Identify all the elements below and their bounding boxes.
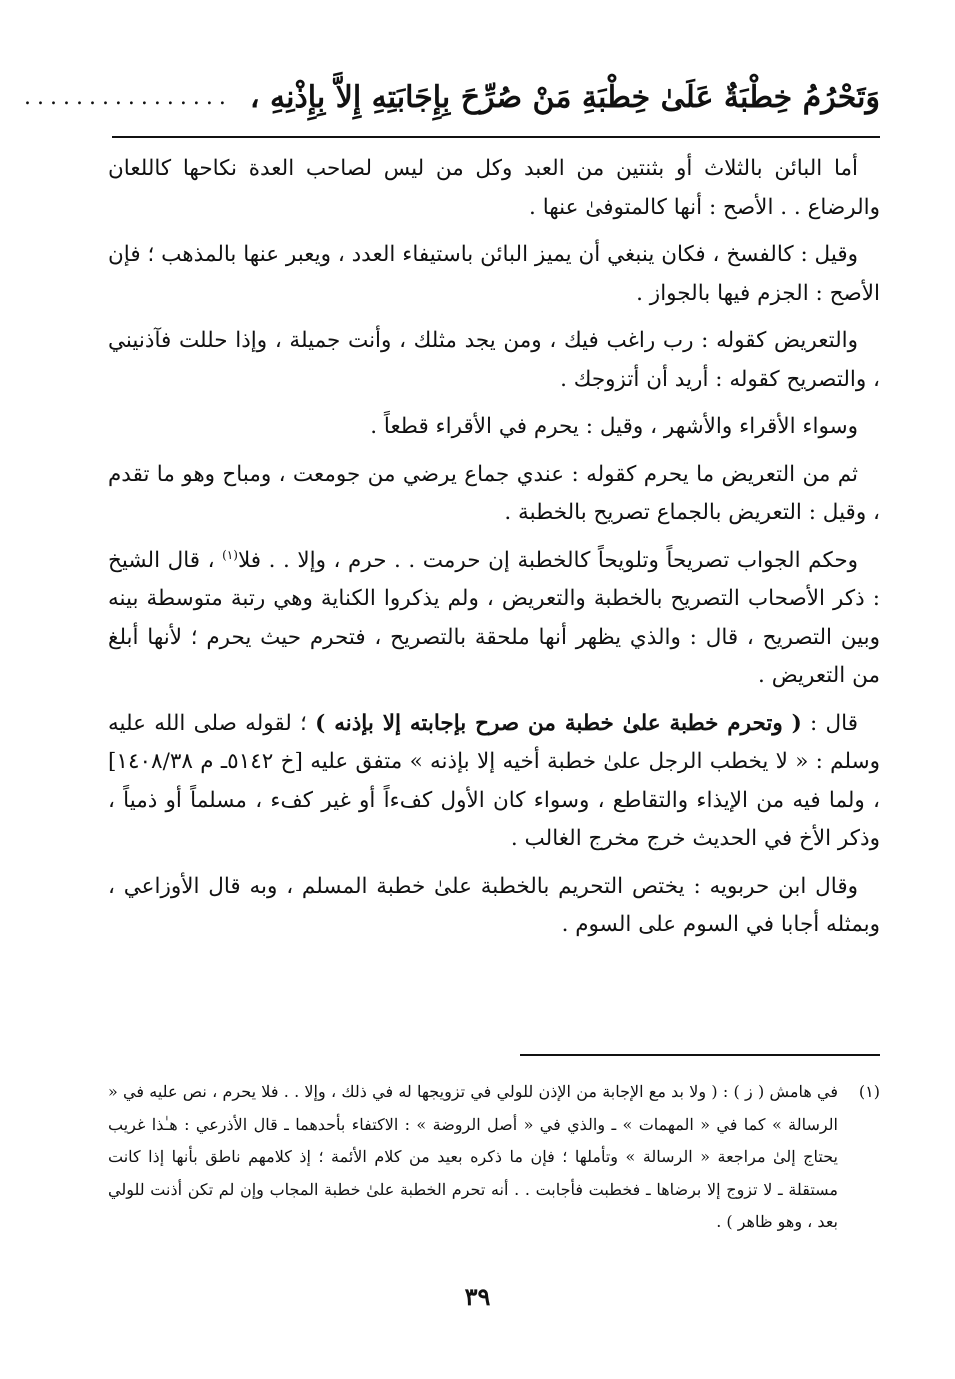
matn-quote: ( وتحرم خطبة علىٰ خطبة من صرح بإجابته إلا بإذنه ) <box>315 710 802 736</box>
paragraph-6-start: وحكم الجواب تصريحاً وتلويحاً كالخطبة إن حرمت . . حرم ، وإلا . . فلا <box>237 547 858 573</box>
header-title: وَتَحْرُمُ خِطْبَةٌ عَلَىٰ خِطْبَةِ مَنْ صُرِّحَ بِإِجَابَتِهِ إِلاَّ بِإِذْنِهِ ، <box>249 79 880 115</box>
footnote-marker: (١) <box>858 1082 880 1101</box>
paragraph-7-lead: قال : <box>801 710 858 736</box>
paragraph-4: وسواء الأقراء والأشهر ، وقيل : يحرم في الأقراء قطعاً . <box>370 414 858 439</box>
paragraph-7-rest: ؛ لقوله صلى الله عليه وسلم : « لا يخطب الرجل علىٰ خطبة أخيه إلا بإذنه » متفق عليه [خ ٥١٤٢ـ م ١٤٠٨/٣٨] ، ولما فيه من الإيذاء والتقاطع ، وسواء كان الأول كفءاً أو غير كفء ، مسلماً أو ذمياً ، وذكر الأخ في الحديث خرج مخرج الغالب . <box>108 710 881 851</box>
paragraph-6 <box>108 542 880 696</box>
paragraph-6-rest: ، قال الشيخ : ذكر الأصحاب التصريح بالخطبة والتعريض ، ولم يذكروا الكناية وهي رتبة متوسطة بينه وبين التصريح ، قال : والذي يظهر أنها ملحقة بالتصريح ، فتحرم حيث يحرم ؛ لأنها أبلغ من التعريض . <box>108 547 880 688</box>
footnote-reference[interactable]: (١) <box>222 547 238 562</box>
paragraph-3: والتعريض كقوله : رب راغب فيك ، ومن يجد مثلك ، وأنت جميلة ، وإذا حللت فآذنيني ، والتصريح كقوله : أريد أن أتزوجك . <box>108 328 880 392</box>
header-divider <box>112 136 880 138</box>
paragraph-2: وقيل : كالفسخ ، فكان ينبغي أن يميز البائن باستيفاء العدد ، ويعبر عنها بالمذهب ؛ فإن الأصح : الجزم فيها بالجواز . <box>108 242 880 306</box>
footnote-text: في هامش ( ز ) : ( ولا بد مع الإجابة من الإذن للولي في تزويجها له في ذلك ، وإلا . . فلا يحرم ، نص عليه في « الرسالة » كما في « المهمات » ـ والذي في « أصل الروضة » : الاكتفاء بأحدهما ـ قال الأذرعي : هـٰذا غريب يحتاج إلىٰ مراجعة « الرسالة » وتأملها ؛ فإن ما ذكره بعيد من كلام الأئمة ؛ إذ كلامهم ناطق بأنها إذا كانت مستقلة ـ لا تزوج إلا برضاها ـ فخطبت فأجابت . . أنه تحرم الخطبة علىٰ خطبة المجاب وإن لم تكن أذنت للولي بعد ، وهو ظاهر ) . <box>108 1082 838 1231</box>
main-text <box>108 150 880 954</box>
paragraph-7 <box>108 705 880 859</box>
paragraph-8: وقال ابن حربويه : يختص التحريم بالخطبة علىٰ خطبة المسلم ، وبه قال الأوزاعي ، وبمثله أجابا في السوم على السوم . <box>108 873 880 937</box>
paragraph-1: أما البائن بالثلاث أو بثنتين من العبد وكل من ليس لصاحب العدة نكاحها كاللعان والرضاع . . الأصح : أنها كالمتوفىٰ عنها . <box>108 156 880 220</box>
running-header <box>23 72 880 122</box>
page-number: ٣٩ <box>464 1282 491 1311</box>
header-dots: ................ <box>23 84 232 110</box>
footnote-divider <box>520 1054 880 1056</box>
footnote <box>108 1076 880 1239</box>
paragraph-5: ثم من التعريض ما يحرم كقوله : عندي جماع يرضي من جومعت ، ومباح وهو ما تقدم ، وقيل : التعريض بالجماع تصريح بالخطبة . <box>108 461 880 525</box>
